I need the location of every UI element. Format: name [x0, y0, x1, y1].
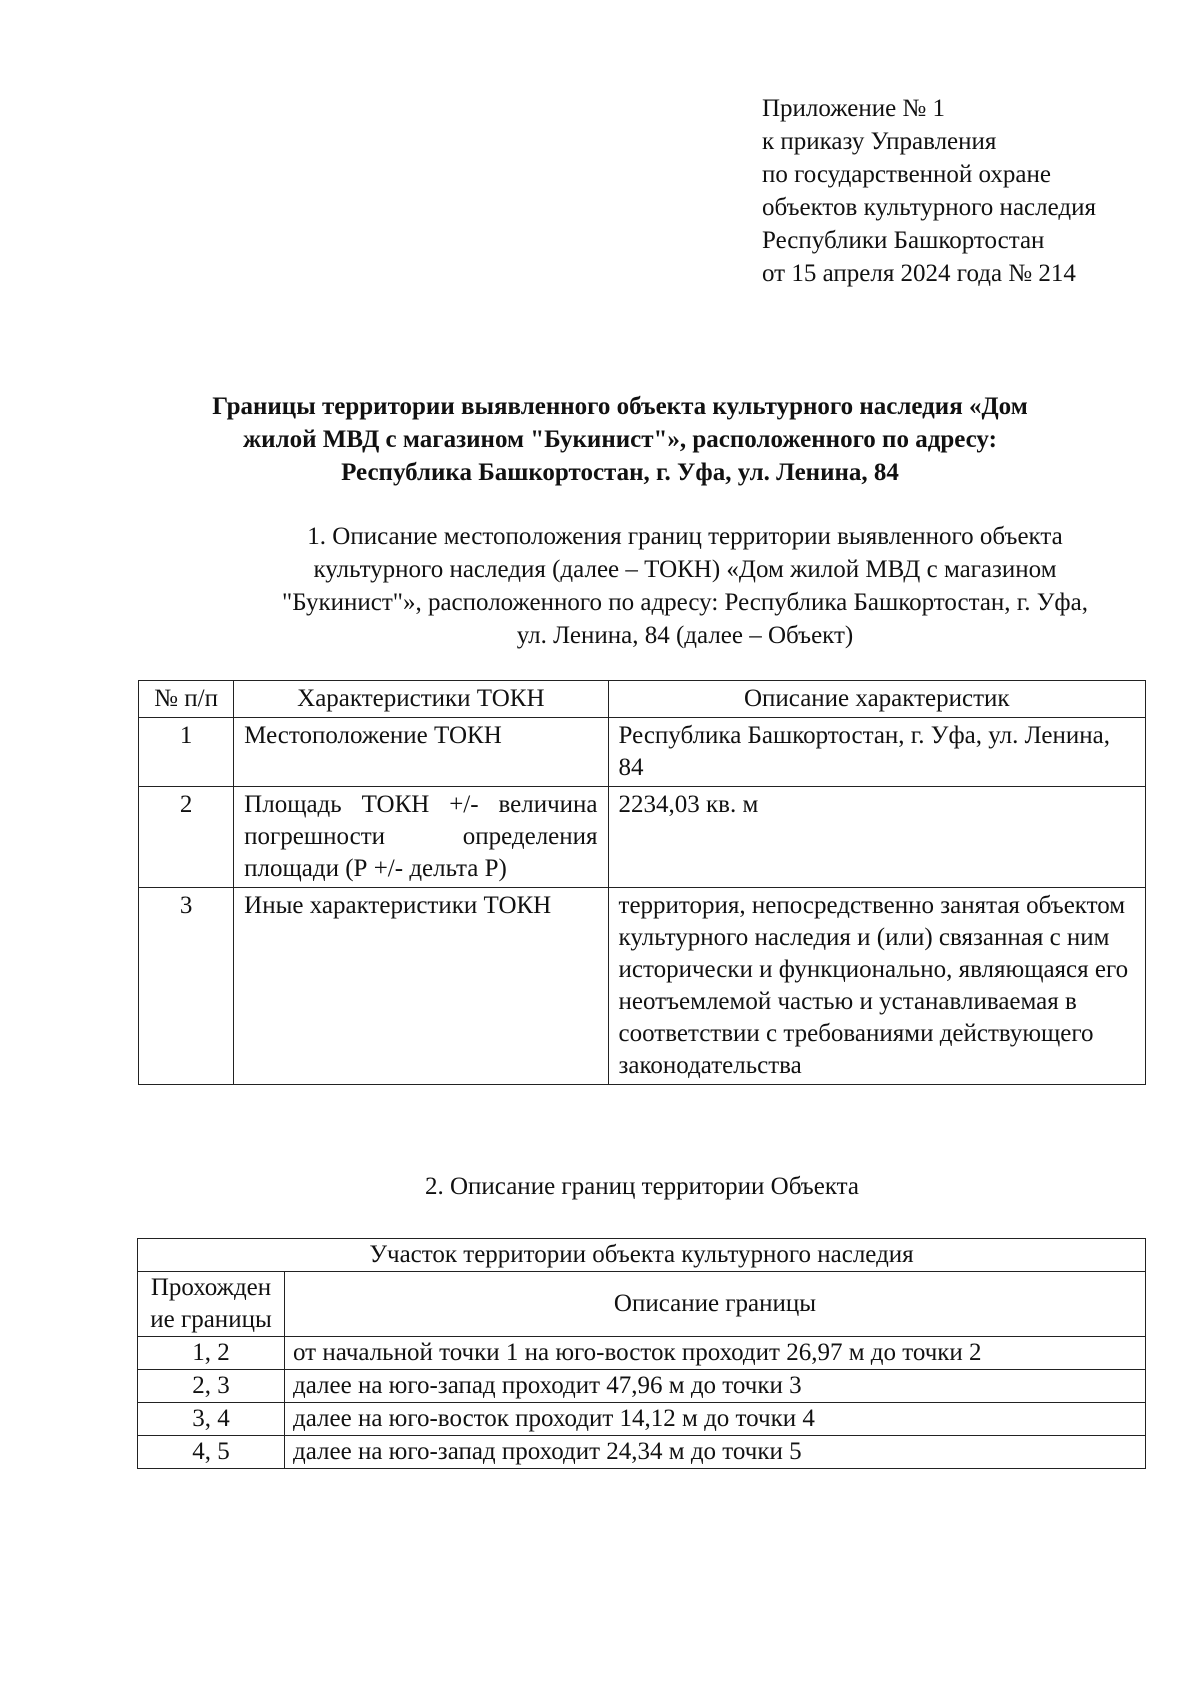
row-description: 2234,03 кв. м: [608, 787, 1145, 888]
row-description: территория, непосредственно занятая объектом культурного наследия и (или) связанная с ним исторически и функционально, являющаяся его неотъемлемой частью и устанавливаемая в соответствии с требованиями действующего законодательства: [608, 888, 1145, 1085]
row-number: 1: [139, 718, 234, 787]
appendix-line: Приложение № 1: [762, 95, 946, 122]
column-header-characteristic: Характеристики ТОКН: [234, 681, 608, 718]
row-number: 2: [139, 787, 234, 888]
table-caption: Участок территории объекта культурного наследия: [138, 1239, 1146, 1272]
table-row: [138, 1436, 1146, 1469]
column-header-description: Описание характеристик: [608, 681, 1145, 718]
section-1-line: ул. Ленина, 84 (далее – Объект): [516, 622, 854, 649]
row-description: далее на юго-запад проходит 47,96 м до точки 3: [285, 1370, 1146, 1403]
table-row: [139, 787, 1146, 888]
appendix-line: объектов культурного наследия: [762, 194, 1096, 221]
table-row: [138, 1370, 1146, 1403]
row-points: 1, 2: [138, 1337, 285, 1370]
appendix-line: Республики Башкортостан: [762, 227, 1045, 254]
boundary-table: [137, 1238, 1146, 1469]
row-points: 2, 3: [138, 1370, 285, 1403]
appendix-line: по государственной охране: [762, 161, 1052, 188]
table-caption-row: [138, 1239, 1146, 1272]
table-row: [138, 1337, 1146, 1370]
row-points: 3, 4: [138, 1403, 285, 1436]
row-number: 3: [139, 888, 234, 1085]
section-1-line: культурного наследия (далее – ТОКН) «Дом жилой МВД с магазином: [313, 556, 1057, 583]
row-points: 4, 5: [138, 1436, 285, 1469]
table-header-row: [138, 1272, 1146, 1337]
section-1-heading: [210, 520, 1160, 652]
row-characteristic: Площадь ТОКН +/- величина погрешности определения площади (Р +/- дельта Р): [234, 787, 608, 888]
title-line: жилой МВД с магазином "Букинист"», расположенного по адресу:: [243, 426, 997, 453]
row-characteristic: Местоположение ТОКН: [234, 718, 608, 787]
table-header-row: [139, 681, 1146, 718]
appendix-line: к приказу Управления: [762, 128, 997, 155]
document-title: [150, 390, 1090, 489]
row-characteristic: Иные характеристики ТОКН: [234, 888, 608, 1085]
appendix-line: от 15 апреля 2024 года № 214: [762, 260, 1076, 287]
characteristics-table: [138, 680, 1146, 1085]
column-header-description: Описание границы: [285, 1272, 1146, 1337]
table-row: [139, 888, 1146, 1085]
row-description: далее на юго-восток проходит 14,12 м до точки 4: [285, 1403, 1146, 1436]
row-description: от начальной точки 1 на юго-восток проходит 26,97 м до точки 2: [285, 1337, 1146, 1370]
title-line: Республика Башкортостан, г. Уфа, ул. Ленина, 84: [341, 459, 899, 486]
table-row: [139, 718, 1146, 787]
section-1-line: "Букинист"», расположенного по адресу: Республика Башкортостан, г. Уфа,: [282, 589, 1088, 616]
appendix-block: [762, 92, 1182, 290]
section-2-heading: 2. Описание границ территории Объекта: [425, 1173, 859, 1200]
row-description: Республика Башкортостан, г. Уфа, ул. Ленина, 84: [608, 718, 1145, 787]
section-1-line: 1. Описание местоположения границ территории выявленного объекта: [307, 523, 1063, 550]
title-line: Границы территории выявленного объекта культурного наследия «Дом: [212, 393, 1028, 420]
table-row: [138, 1403, 1146, 1436]
column-header-points: Прохождение границы: [138, 1272, 285, 1337]
column-header-number: № п/п: [139, 681, 234, 718]
row-description: далее на юго-запад проходит 24,34 м до точки 5: [285, 1436, 1146, 1469]
